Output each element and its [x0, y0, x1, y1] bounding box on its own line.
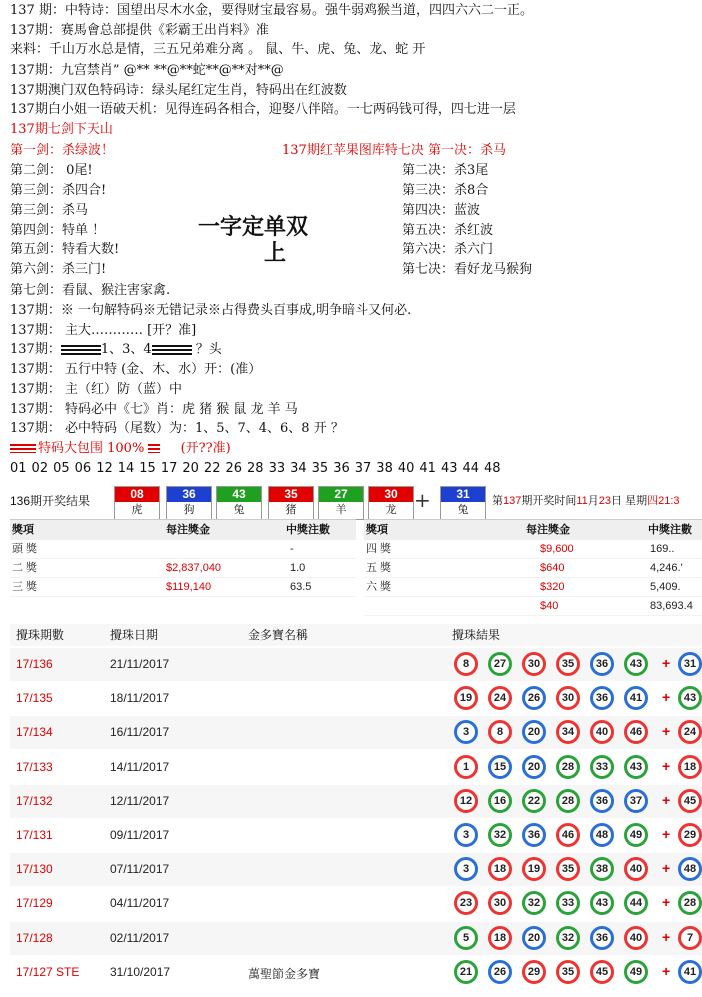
history-ball: 40 — [624, 926, 648, 950]
number-item: 12 — [96, 461, 113, 476]
plus-sign: + — [662, 655, 671, 671]
history-period: 17/135 — [16, 691, 53, 706]
history-ball: 8 — [454, 652, 478, 676]
history-ball: 12 — [454, 789, 478, 813]
prize-count: 5,409. — [650, 581, 681, 593]
result-ball — [216, 486, 262, 520]
number-item: 40 — [397, 461, 415, 476]
prize-count: - — [290, 543, 294, 555]
history-ball: 41 — [624, 686, 648, 710]
prize-count: 4,246.' — [650, 562, 683, 574]
history-row — [10, 887, 702, 920]
col-prize: 獎項 — [12, 524, 34, 536]
prize-table-right — [364, 519, 702, 612]
ball-number: 08 — [115, 487, 159, 502]
col-amount: 每注獎金 — [166, 524, 210, 536]
prize-head-left — [10, 519, 356, 540]
sword-5: 第五剑：特看大数! — [10, 242, 120, 257]
sword-1: 第一剑：杀绿波！ — [10, 143, 115, 158]
col-count: 中獎注數 — [286, 524, 330, 536]
history-ball: 15 — [488, 755, 512, 779]
col-name: 金多寶名稱 — [248, 628, 309, 642]
history-period: 17/132 — [16, 793, 53, 808]
result-ball — [368, 486, 414, 520]
prize-count: 169.. — [650, 543, 675, 555]
history-ball: 7 — [678, 926, 702, 950]
history-row — [10, 716, 702, 749]
history-ball: 26 — [488, 960, 512, 984]
next-month-unit: 月 — [587, 495, 599, 507]
history-ball: 32 — [556, 926, 580, 950]
prize-rows-right — [364, 540, 702, 616]
number-item: 05 — [53, 461, 70, 476]
history-ball: 3 — [454, 720, 478, 744]
ball-zodiac: 猪 — [285, 504, 297, 516]
prize-row — [10, 559, 356, 578]
line-2: 137期：赛馬會总部提供《彩霸王出肖料》准 — [10, 23, 269, 38]
number-item: 38 — [376, 461, 393, 476]
ball-zodiac: 狗 — [183, 504, 195, 516]
history-ball: 29 — [678, 823, 702, 847]
sword-2: 第二剑： 0尾! — [10, 163, 93, 178]
history-ball: 8 — [488, 720, 512, 744]
next-month: 11 — [576, 495, 588, 507]
history-ball: 43 — [624, 652, 648, 676]
history-date: 09/11/2017 — [110, 828, 170, 842]
result-ball — [318, 486, 364, 520]
history-period: 17/127 STE — [16, 964, 80, 979]
history-row — [10, 648, 702, 681]
line-10-mid: 1、3、4 — [100, 342, 152, 357]
plus-sign: + — [662, 791, 671, 808]
sword-6: 第六剑：杀三门! — [10, 262, 107, 277]
history-date: 31/10/2017 — [110, 964, 171, 979]
number-item: 14 — [117, 461, 135, 476]
history-row — [10, 751, 702, 784]
line-1: 137 期：中特诗：国望出尽木水金，要得财宝最容易。强牛弱鸡猴当道，四四六六二一正。 — [10, 3, 533, 18]
prize-amount: $2,837,040 — [166, 562, 222, 574]
history-date: 12/11/2017 — [110, 793, 170, 808]
ball-number: 36 — [167, 487, 211, 502]
ball-number: 31 — [441, 487, 485, 502]
number-item: 17 — [160, 461, 178, 476]
number-list — [10, 461, 506, 476]
number-item: 37 — [354, 461, 372, 476]
prize-amount: $119,140 — [166, 581, 212, 593]
number-item: 02 — [31, 461, 49, 476]
history-period: 17/128 — [16, 930, 53, 945]
result-ball — [268, 486, 314, 520]
jue-5: 第五决：杀红波 — [402, 223, 494, 238]
history-ball: 18 — [488, 857, 512, 881]
history-ball: 34 — [556, 720, 580, 744]
history-period: 17/133 — [16, 759, 53, 774]
jue-6: 第六决：杀六门 — [402, 242, 494, 257]
history-ball: 45 — [590, 960, 614, 984]
history-ball: 20 — [522, 755, 546, 779]
history-ball: 36 — [522, 823, 546, 847]
history-ball: 48 — [590, 823, 614, 847]
history-row — [10, 785, 702, 818]
next-prefix: 第 — [492, 495, 503, 507]
history-ball: 49 — [624, 823, 648, 847]
prize-name: 五 獎 — [366, 562, 392, 574]
history-ball: 35 — [556, 960, 580, 984]
prize-row — [364, 597, 702, 616]
result-ball — [166, 486, 212, 520]
col-period: 攪珠期數 — [16, 628, 65, 642]
jue-4: 第四决：蓝波 — [402, 203, 481, 218]
bar-decoration — [61, 345, 101, 355]
plus-sign: + — [662, 757, 671, 774]
plus-sign: + — [662, 894, 671, 911]
history-ball: 43 — [590, 891, 614, 915]
line-14: 137期： 必中特码（尾数）为：1、5、7、4、6、8 开 ？ — [10, 421, 344, 436]
history-row — [10, 922, 702, 955]
history-ball: 32 — [488, 823, 512, 847]
history-ball: 41 — [678, 960, 702, 984]
history-ball: 46 — [624, 720, 648, 744]
history-date: 04/11/2017 — [110, 896, 170, 911]
result-ball — [440, 486, 486, 520]
prize-amount: $9,600 — [540, 543, 574, 555]
prize-name: 四 獎 — [366, 543, 392, 555]
prize-count: 83,693.4 — [650, 600, 693, 612]
prize-count: 63.5 — [290, 581, 312, 593]
big-title-line2: 上 — [264, 241, 287, 266]
history-date: 18/11/2017 — [110, 691, 170, 706]
history-period: 17/134 — [16, 725, 53, 740]
sword-3b: 第三剑：杀马 — [10, 203, 89, 218]
history-ball: 24 — [678, 720, 702, 744]
number-item: 01 — [10, 461, 27, 476]
ball-zodiac: 兔 — [233, 504, 245, 516]
ball-number: 35 — [269, 487, 313, 502]
history-row — [10, 682, 702, 715]
number-item: 06 — [74, 461, 92, 476]
history-date: 14/11/2017 — [110, 759, 170, 774]
history-ball: 20 — [522, 720, 546, 744]
prize-row — [10, 540, 356, 559]
history-ball: 22 — [522, 789, 546, 813]
prize-amount: $40 — [540, 600, 559, 612]
history-ball: 33 — [556, 891, 580, 915]
sword-3a: 第三剑：杀四合! — [10, 183, 107, 198]
line-12: 137期： 主（红）防（蓝）中 — [10, 382, 182, 397]
line-11: 137期： 五行中特 (金、木、水）开：(准） — [10, 362, 262, 377]
history-ball: 36 — [590, 686, 614, 710]
history-period: 17/129 — [16, 896, 53, 911]
red-bar-decoration — [148, 444, 160, 453]
next-time: 21:3 — [658, 495, 680, 507]
history-ball: 40 — [624, 857, 648, 881]
jue-2: 第二决：杀3尾 — [402, 163, 489, 178]
bar-decoration — [152, 345, 192, 355]
line-13: 137期： 特码必中《七》肖：虎 猪 猴 鼠 龙 羊 马 — [10, 402, 298, 417]
history-ball: 19 — [454, 686, 478, 710]
prize-rows-left — [10, 540, 356, 597]
line-15 — [10, 440, 231, 458]
history-ball: 21 — [454, 960, 478, 984]
result-label: 136期开奖结果 — [10, 494, 91, 508]
col-prize: 獎項 — [366, 524, 388, 536]
history-ball: 43 — [624, 755, 648, 779]
plus-sign: + — [662, 689, 671, 706]
history-ball: 49 — [624, 960, 648, 984]
prize-name: 三 獎 — [12, 581, 38, 593]
history-ball: 29 — [522, 960, 546, 984]
prize-head-right — [364, 519, 702, 540]
history-period: 17/131 — [16, 828, 53, 842]
history-ball: 23 — [454, 891, 478, 915]
history-ball: 36 — [590, 652, 614, 676]
number-item: 20 — [182, 461, 199, 476]
sword-4: 第四剑：特单 ！ — [10, 223, 106, 238]
next-mid: 期开奖时间 — [521, 495, 577, 507]
history-ball: 28 — [556, 755, 580, 779]
plus-sign: + — [662, 723, 671, 740]
history-period: 17/130 — [16, 862, 53, 877]
ball-zodiac: 羊 — [335, 504, 347, 516]
history-row — [10, 819, 702, 852]
history-period: 17/136 — [16, 657, 53, 671]
plus-sign: + — [662, 928, 671, 945]
number-item: 28 — [247, 461, 264, 476]
history-date: 16/11/2017 — [110, 725, 170, 740]
history-ball: 3 — [454, 857, 478, 881]
line-8: 137期：※ 一句解特码※无错记录※占得费头百事成,明争暗斗又何必. — [10, 303, 412, 318]
history-ball: 36 — [590, 926, 614, 950]
number-item: 43 — [440, 461, 458, 476]
plus-sign: + — [662, 962, 671, 979]
jue-7: 第七决：看好龙马猴狗 — [402, 262, 533, 277]
plus-sign: + — [662, 860, 671, 877]
history-ball: 3 — [454, 823, 478, 847]
history-ball: 28 — [678, 891, 702, 915]
history-header — [10, 624, 702, 646]
line-5: 137期澳门双色特码诗：绿头尾红定生肖，特码出在红波数 — [10, 83, 347, 98]
col-date: 攪珠日期 — [110, 628, 159, 642]
prize-count: 1.0 — [290, 562, 306, 574]
number-item: 35 — [311, 461, 329, 476]
line-4: 137期：九宫禁肖” @** **@**蛇**@**对**@ — [10, 63, 284, 78]
history-name: 萬聖節金多寶 — [248, 966, 321, 981]
prize-row — [10, 578, 356, 597]
history-ball: 28 — [556, 789, 580, 813]
ball-zodiac: 兔 — [457, 504, 469, 516]
next-period: 137 — [503, 495, 522, 507]
history-ball: 30 — [488, 891, 512, 915]
sword-7: 第七剑：看鼠、猴注害家禽. — [10, 283, 171, 298]
red-bar-decoration — [10, 444, 36, 453]
prize-name: 二 獎 — [12, 562, 38, 574]
prize-name: 六 獎 — [366, 581, 392, 593]
history-ball: 45 — [678, 789, 702, 813]
history-ball: 30 — [522, 652, 546, 676]
ball-zodiac: 龙 — [385, 504, 397, 516]
history-ball: 1 — [454, 755, 478, 779]
history-ball: 46 — [556, 823, 580, 847]
apple-title: 137期红苹果图库特七决 第一决：杀马 — [282, 143, 506, 158]
history-date: 07/11/2017 — [110, 862, 170, 877]
col-result: 攪珠結果 — [452, 628, 501, 642]
prize-name: 頭 獎 — [12, 543, 38, 555]
line-10-prefix: 137期： — [10, 342, 61, 357]
plus-sign: + — [662, 826, 671, 842]
col-amount: 每注獎金 — [526, 524, 570, 536]
history-ball: 35 — [556, 652, 580, 676]
history-ball: 18 — [488, 926, 512, 950]
history-ball: 26 — [522, 686, 546, 710]
jue-3: 第三决：杀8合 — [402, 183, 489, 198]
line-10 — [10, 341, 222, 359]
history-ball: 43 — [678, 686, 702, 710]
ball-zodiac: 虎 — [131, 504, 143, 516]
number-item: 41 — [419, 461, 436, 476]
prize-row — [364, 559, 702, 578]
history-ball: 40 — [590, 720, 614, 744]
history-ball: 16 — [488, 789, 512, 813]
history-ball: 36 — [590, 789, 614, 813]
history-ball: 27 — [488, 652, 512, 676]
history-ball: 33 — [590, 755, 614, 779]
history-ball: 38 — [590, 857, 614, 881]
history-ball: 18 — [678, 755, 702, 779]
number-item: 48 — [484, 461, 501, 476]
next-day: 23 — [598, 495, 612, 507]
plus-sign: + — [414, 488, 431, 512]
history-ball: 31 — [678, 652, 702, 676]
prize-row — [364, 540, 702, 559]
history-ball: 35 — [556, 857, 580, 881]
line-3: 来料：千山万水总是情，三五兄弟难分离 。 鼠、牛、虎、兔、龙、蛇 开 — [10, 42, 426, 57]
history-ball: 48 — [678, 857, 702, 881]
prize-row — [364, 578, 702, 597]
history-date: 02/11/2017 — [110, 930, 170, 945]
number-item: 33 — [268, 461, 286, 476]
line-7: 137期七剑下天山 — [10, 122, 113, 137]
red-line-text: 特码大包围 100% — [38, 441, 145, 456]
ball-number: 30 — [369, 487, 413, 502]
result-ball — [114, 486, 160, 520]
ball-number: 27 — [319, 487, 363, 502]
history-ball: 5 — [454, 926, 478, 950]
col-count: 中獎注數 — [648, 524, 692, 536]
number-item: 15 — [139, 461, 156, 476]
number-item: 44 — [462, 461, 480, 476]
number-item: 34 — [290, 461, 307, 476]
number-item: 26 — [225, 461, 243, 476]
history-row — [10, 956, 702, 989]
history-ball: 20 — [522, 926, 546, 950]
big-title-line1: 一字定单双 — [198, 215, 309, 240]
history-ball: 30 — [556, 686, 580, 710]
history-ball: 44 — [624, 891, 648, 915]
number-item: 36 — [333, 461, 350, 476]
history-ball: 37 — [624, 789, 648, 813]
history-date: 21/11/2017 — [110, 657, 170, 671]
number-item: 22 — [203, 461, 221, 476]
history-row — [10, 853, 702, 886]
next-draw-info — [492, 492, 680, 508]
line-9: 137期： 主大………… [开？准] — [10, 323, 197, 338]
prize-amount: $640 — [540, 562, 565, 574]
history-ball: 19 — [522, 857, 546, 881]
ball-number: 43 — [217, 487, 261, 502]
red-line-tail: (开??准) — [180, 441, 231, 456]
next-weekday: 四 — [647, 495, 659, 507]
history-ball: 32 — [522, 891, 546, 915]
line-10-tail: ？头 — [195, 342, 222, 357]
next-day-unit: 日 星期 — [611, 495, 648, 507]
line-6: 137期白小姐一语破天机：见得连码各相合，迎娶八伴陪。一七两码钱可得，四七进一层 — [10, 102, 516, 117]
prize-table-left — [10, 519, 356, 599]
history-ball: 24 — [488, 686, 512, 710]
prize-amount: $320 — [540, 581, 565, 593]
